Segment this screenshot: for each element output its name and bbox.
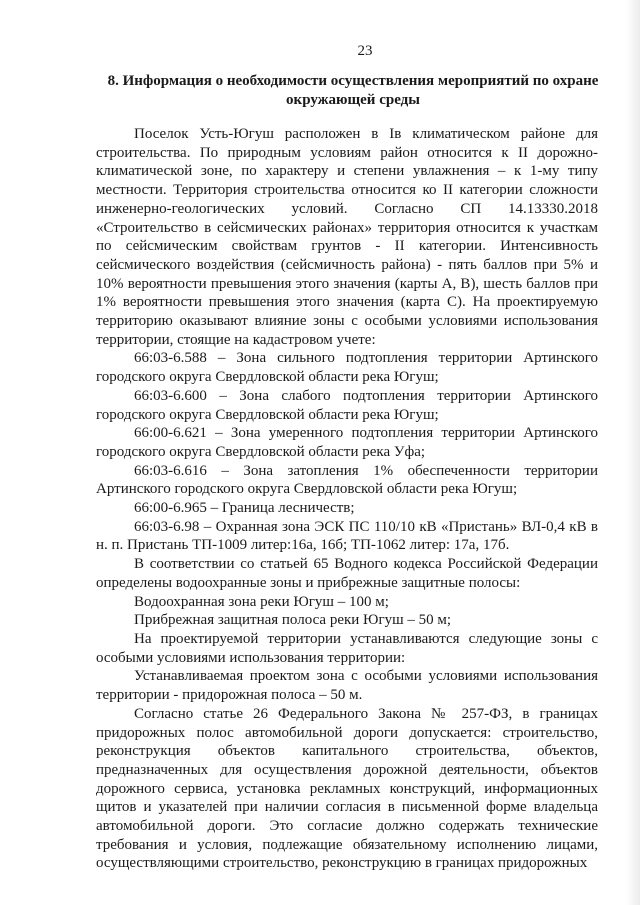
section-heading: 8. Информация о необходимости осуществления мероприятий по охране окружающей среды bbox=[107, 73, 599, 108]
scan-edge-shadow bbox=[626, 0, 640, 905]
paragraph: 66:03-6.600 – Зона слабого подтопления территории Артинского городского округа Свердловской области река Югуш; bbox=[96, 387, 598, 423]
paragraph: Устанавливаемая проектом зона с особыми условиями использования территории - придорожная полоса – 50 м. bbox=[96, 668, 598, 704]
paragraph: 66:03-6.616 – Зона затопления 1% обеспеченности территории Артинского городского округа Свердловской области река Югуш; bbox=[96, 462, 598, 498]
page-number: 23 bbox=[357, 43, 373, 59]
paragraph: В соответствии со статьей 65 Водного кодекса Российской Федерации определены водоохранные зоны и прибрежные защитные полосы: bbox=[96, 556, 598, 591]
paragraph: 66:00-6.621 – Зона умеренного подтопления территории Артинского городского округа Свердловской области река Уфа; bbox=[96, 425, 598, 460]
paragraph: 66:03-6.588 – Зона сильного подтопления территории Артинского городского округа Свердловской области река Югуш; bbox=[96, 350, 598, 386]
body-text bbox=[96, 125, 598, 873]
paragraph: 66:00-6.965 – Граница лесничеств; bbox=[134, 500, 355, 517]
paragraph: Водоохранная зона реки Югуш – 100 м; bbox=[134, 593, 389, 610]
paragraph: На проектируемой территории устанавливаются следующие зоны с особыми условиями использования территории: bbox=[96, 630, 598, 666]
paragraph: 66:03-6.98 – Охранная зона ЭСК ПС 110/10 кВ «Пристань» ВЛ-0,4 кВ в н. п. Пристань ТП-1009 литер:16а, 16б; ТП-1062 литер: 17а, 17б. bbox=[96, 518, 598, 554]
paragraph: Поселок Усть-Югуш расположен в Iв климатическом районе для строительства. По природным условиям район относится к II дорожно-климатической зоне, по характеру и степени увлажнения – к 1-му типу местности. Территория строительства относится ко II категории сложности инженерно-геологических условий. Согласно СП 14.13330.2018 «Строительство в сейсмических районах» территория относится к участкам по сейсмическим свойствам грунтов - II категории. Интенсивность сейсмического воздействия (сейсмичность района) - пять баллов при 5% и 10% вероятности превышения этого значения (карты А, В), шесть баллов при 1% вероятности превышения этого значения (карта С). На проектируемую территорию оказывают влияние зоны с особыми условиями использования территории, стоящие на кадастровом учете: bbox=[96, 126, 598, 348]
paragraph: Согласно статье 26 Федерального Закона № 257-ФЗ, в границах придорожных полос автомобильной дороги допускается: строительство, реконструкция объектов капитального строительства, объектов, предназначенных для осуществления дорожной деятельности, объектов дорожного сервиса, установка рекламных конструкций, информационных щитов и указателей при наличии согласия в письменной форме владельца автомобильной дороги. Это согласие должно содержать технические требования и условия, подлежащие обязательному исполнению лицами, осуществляющими строительство, реконструкцию в границах придорожных bbox=[96, 705, 598, 872]
paragraph: Прибрежная защитная полоса реки Югуш – 50 м; bbox=[134, 612, 452, 629]
